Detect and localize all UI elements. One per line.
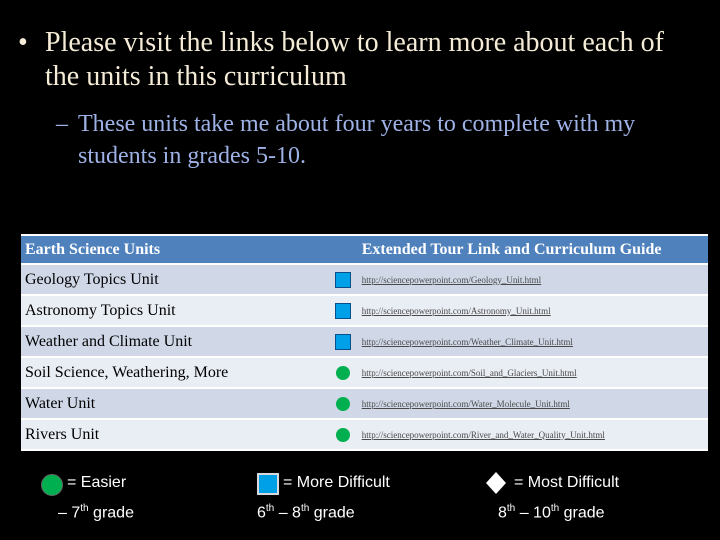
sub-bullet-marker: – [56, 111, 68, 137]
header-links: Extended Tour Link and Curriculum Guide [358, 236, 708, 263]
units-table [21, 234, 708, 451]
square-icon [335, 334, 351, 350]
unit-link[interactable]: http://sciencepowerpoint.com/Water_Molecule_Unit.html [358, 389, 708, 418]
circle-icon [336, 397, 350, 411]
circle-icon [336, 366, 350, 380]
legend-square-icon [257, 473, 279, 495]
unit-name: Geology Topics Unit [21, 265, 328, 294]
unit-name: Rivers Unit [21, 420, 328, 449]
unit-link[interactable]: http://sciencepowerpoint.com/Geology_Unit.html [358, 265, 708, 294]
legend-more-difficult-grade: 6th – 8th grade [257, 503, 355, 522]
unit-link[interactable]: http://sciencepowerpoint.com/Soil_and_Glaciers_Unit.html [358, 358, 708, 387]
table-row [21, 296, 708, 325]
sub-bullet-text: These units take me about four years to complete with my students in grades 5-10. [78, 111, 636, 169]
legend-easier-label: = Easier [67, 474, 127, 491]
unit-link[interactable]: http://sciencepowerpoint.com/River_and_Water_Quality_Unit.html [358, 420, 708, 449]
unit-name: Astronomy Topics Unit [21, 296, 328, 325]
unit-link[interactable]: http://sciencepowerpoint.com/Astronomy_Unit.html [358, 296, 708, 325]
table-row [21, 265, 708, 294]
circle-icon [336, 428, 350, 442]
diamond-icon [485, 471, 507, 495]
table-header-row [21, 236, 708, 263]
legend-most-difficult-grade: 8th – 10th grade [498, 503, 605, 522]
header-units: Earth Science Units [21, 236, 358, 263]
table-row [21, 358, 708, 387]
table-row [21, 420, 708, 449]
square-icon [335, 303, 351, 319]
square-icon [335, 272, 351, 288]
table-row [21, 327, 708, 356]
table-row [21, 389, 708, 418]
sub-bullet [56, 108, 706, 172]
unit-name: Water Unit [21, 389, 328, 418]
legend-easier-grade: – 7th grade [58, 503, 134, 522]
main-bullet-text: Please visit the links below to learn more about each of the units in this curriculum [45, 27, 664, 92]
legend-circle-icon [41, 474, 63, 496]
unit-link[interactable]: http://sciencepowerpoint.com/Weather_Climate_Unit.html [358, 327, 708, 356]
bullet-marker: • [18, 27, 28, 58]
legend-most-difficult-label: = Most Difficult [514, 474, 620, 491]
unit-name: Soil Science, Weathering, More [21, 358, 328, 387]
legend-more-difficult-label: = More Difficult [283, 474, 390, 491]
main-bullet [18, 26, 698, 94]
unit-name: Weather and Climate Unit [21, 327, 328, 356]
